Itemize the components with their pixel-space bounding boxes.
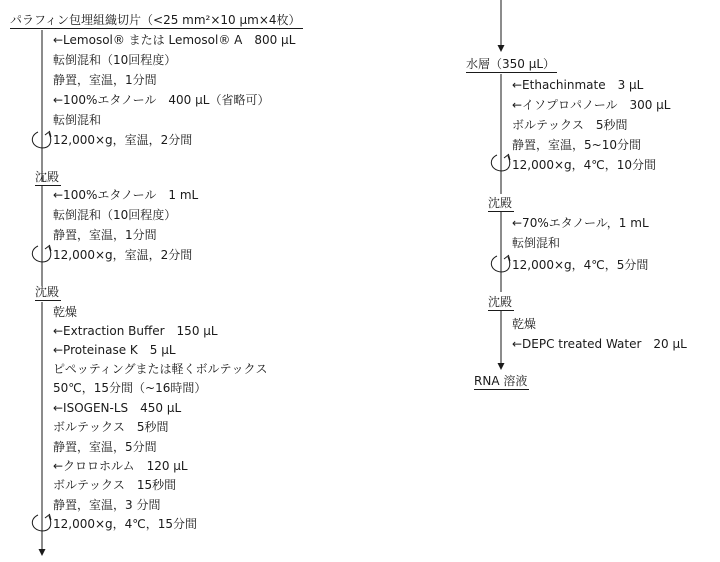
step4-line-4: 12,000×g，4℃，10分間 bbox=[512, 158, 657, 172]
step2-line-2: 静置，室温，1分間 bbox=[53, 228, 157, 242]
step3-line-0: 乾燥 bbox=[53, 305, 78, 319]
step4-line-3: 静置，室温，5~10分間 bbox=[512, 138, 641, 152]
node-precipitate-1: 沈殿 bbox=[35, 170, 60, 184]
step3-line-5: ←ISOGEN-LS 450 μL bbox=[53, 401, 182, 415]
step4-line-0: ←Ethachinmate 3 μL bbox=[512, 78, 644, 92]
sample-header: パラフィン包埋組織切片（<25 mm²×10 μm×4枚） bbox=[10, 13, 301, 27]
step4-line-2: ボルテックス 5秒間 bbox=[512, 118, 628, 132]
arrow-down-icon bbox=[498, 45, 505, 52]
step5-line-0: ←70%エタノール，1 mL bbox=[512, 216, 649, 230]
final-rna-solution: RNA 溶液 bbox=[474, 374, 528, 388]
step3-line-7: 静置，室温，5分間 bbox=[53, 440, 157, 454]
step1-line-0: ←Lemosol® または Lemosol® A 800 μL bbox=[53, 33, 296, 47]
step3-line-8: ←クロロホルム 120 μL bbox=[53, 459, 188, 473]
step1-line-2: 静置，室温，1分間 bbox=[53, 73, 157, 87]
arrow-down-icon bbox=[498, 363, 505, 370]
step3-line-3: ピペッティングまたは軽くボルテックス bbox=[53, 362, 268, 376]
step2-line-3: 12,000×g，室温，2分間 bbox=[53, 248, 193, 262]
step3-line-10: 静置，室温，3 分間 bbox=[53, 498, 161, 512]
step4-line-1: ←イソプロパノール 300 μL bbox=[512, 98, 671, 112]
step3-line-6: ボルテックス 5秒間 bbox=[53, 420, 169, 434]
step3-line-11: 12,000×g，4℃，15分間 bbox=[53, 517, 198, 531]
step6-line-0: 乾燥 bbox=[512, 317, 537, 331]
step1-line-1: 転倒混和（10回程度） bbox=[53, 53, 177, 67]
step1-line-5: 12,000×g，室温，2分間 bbox=[53, 133, 193, 147]
arrow-down-icon bbox=[39, 549, 46, 556]
step6-line-1: ←DEPC treated Water 20 μL bbox=[512, 337, 687, 351]
step1-line-3: ←100%エタノール 400 μL（省略可） bbox=[53, 93, 270, 107]
node-aqueous-layer: 水層（350 μL） bbox=[466, 57, 556, 71]
step3-line-2: ←Proteinase K 5 μL bbox=[53, 343, 176, 357]
step5-line-1: 転倒混和 bbox=[512, 236, 561, 250]
step2-line-0: ←100%エタノール 1 mL bbox=[53, 188, 199, 202]
step2-line-1: 転倒混和（10回程度） bbox=[53, 208, 177, 222]
step3-line-9: ボルテックス 15秒間 bbox=[53, 478, 177, 492]
node-precipitate-2: 沈殿 bbox=[35, 285, 60, 299]
step3-line-1: ←Extraction Buffer 150 μL bbox=[53, 324, 218, 338]
step1-line-4: 転倒混和 bbox=[53, 113, 102, 127]
node-precipitate-3: 沈殿 bbox=[488, 196, 513, 210]
step5-line-2: 12,000×g，4℃，5分間 bbox=[512, 258, 649, 272]
step3-line-4: 50℃，15分間（~16時間） bbox=[53, 381, 207, 395]
node-precipitate-4: 沈殿 bbox=[488, 295, 513, 309]
